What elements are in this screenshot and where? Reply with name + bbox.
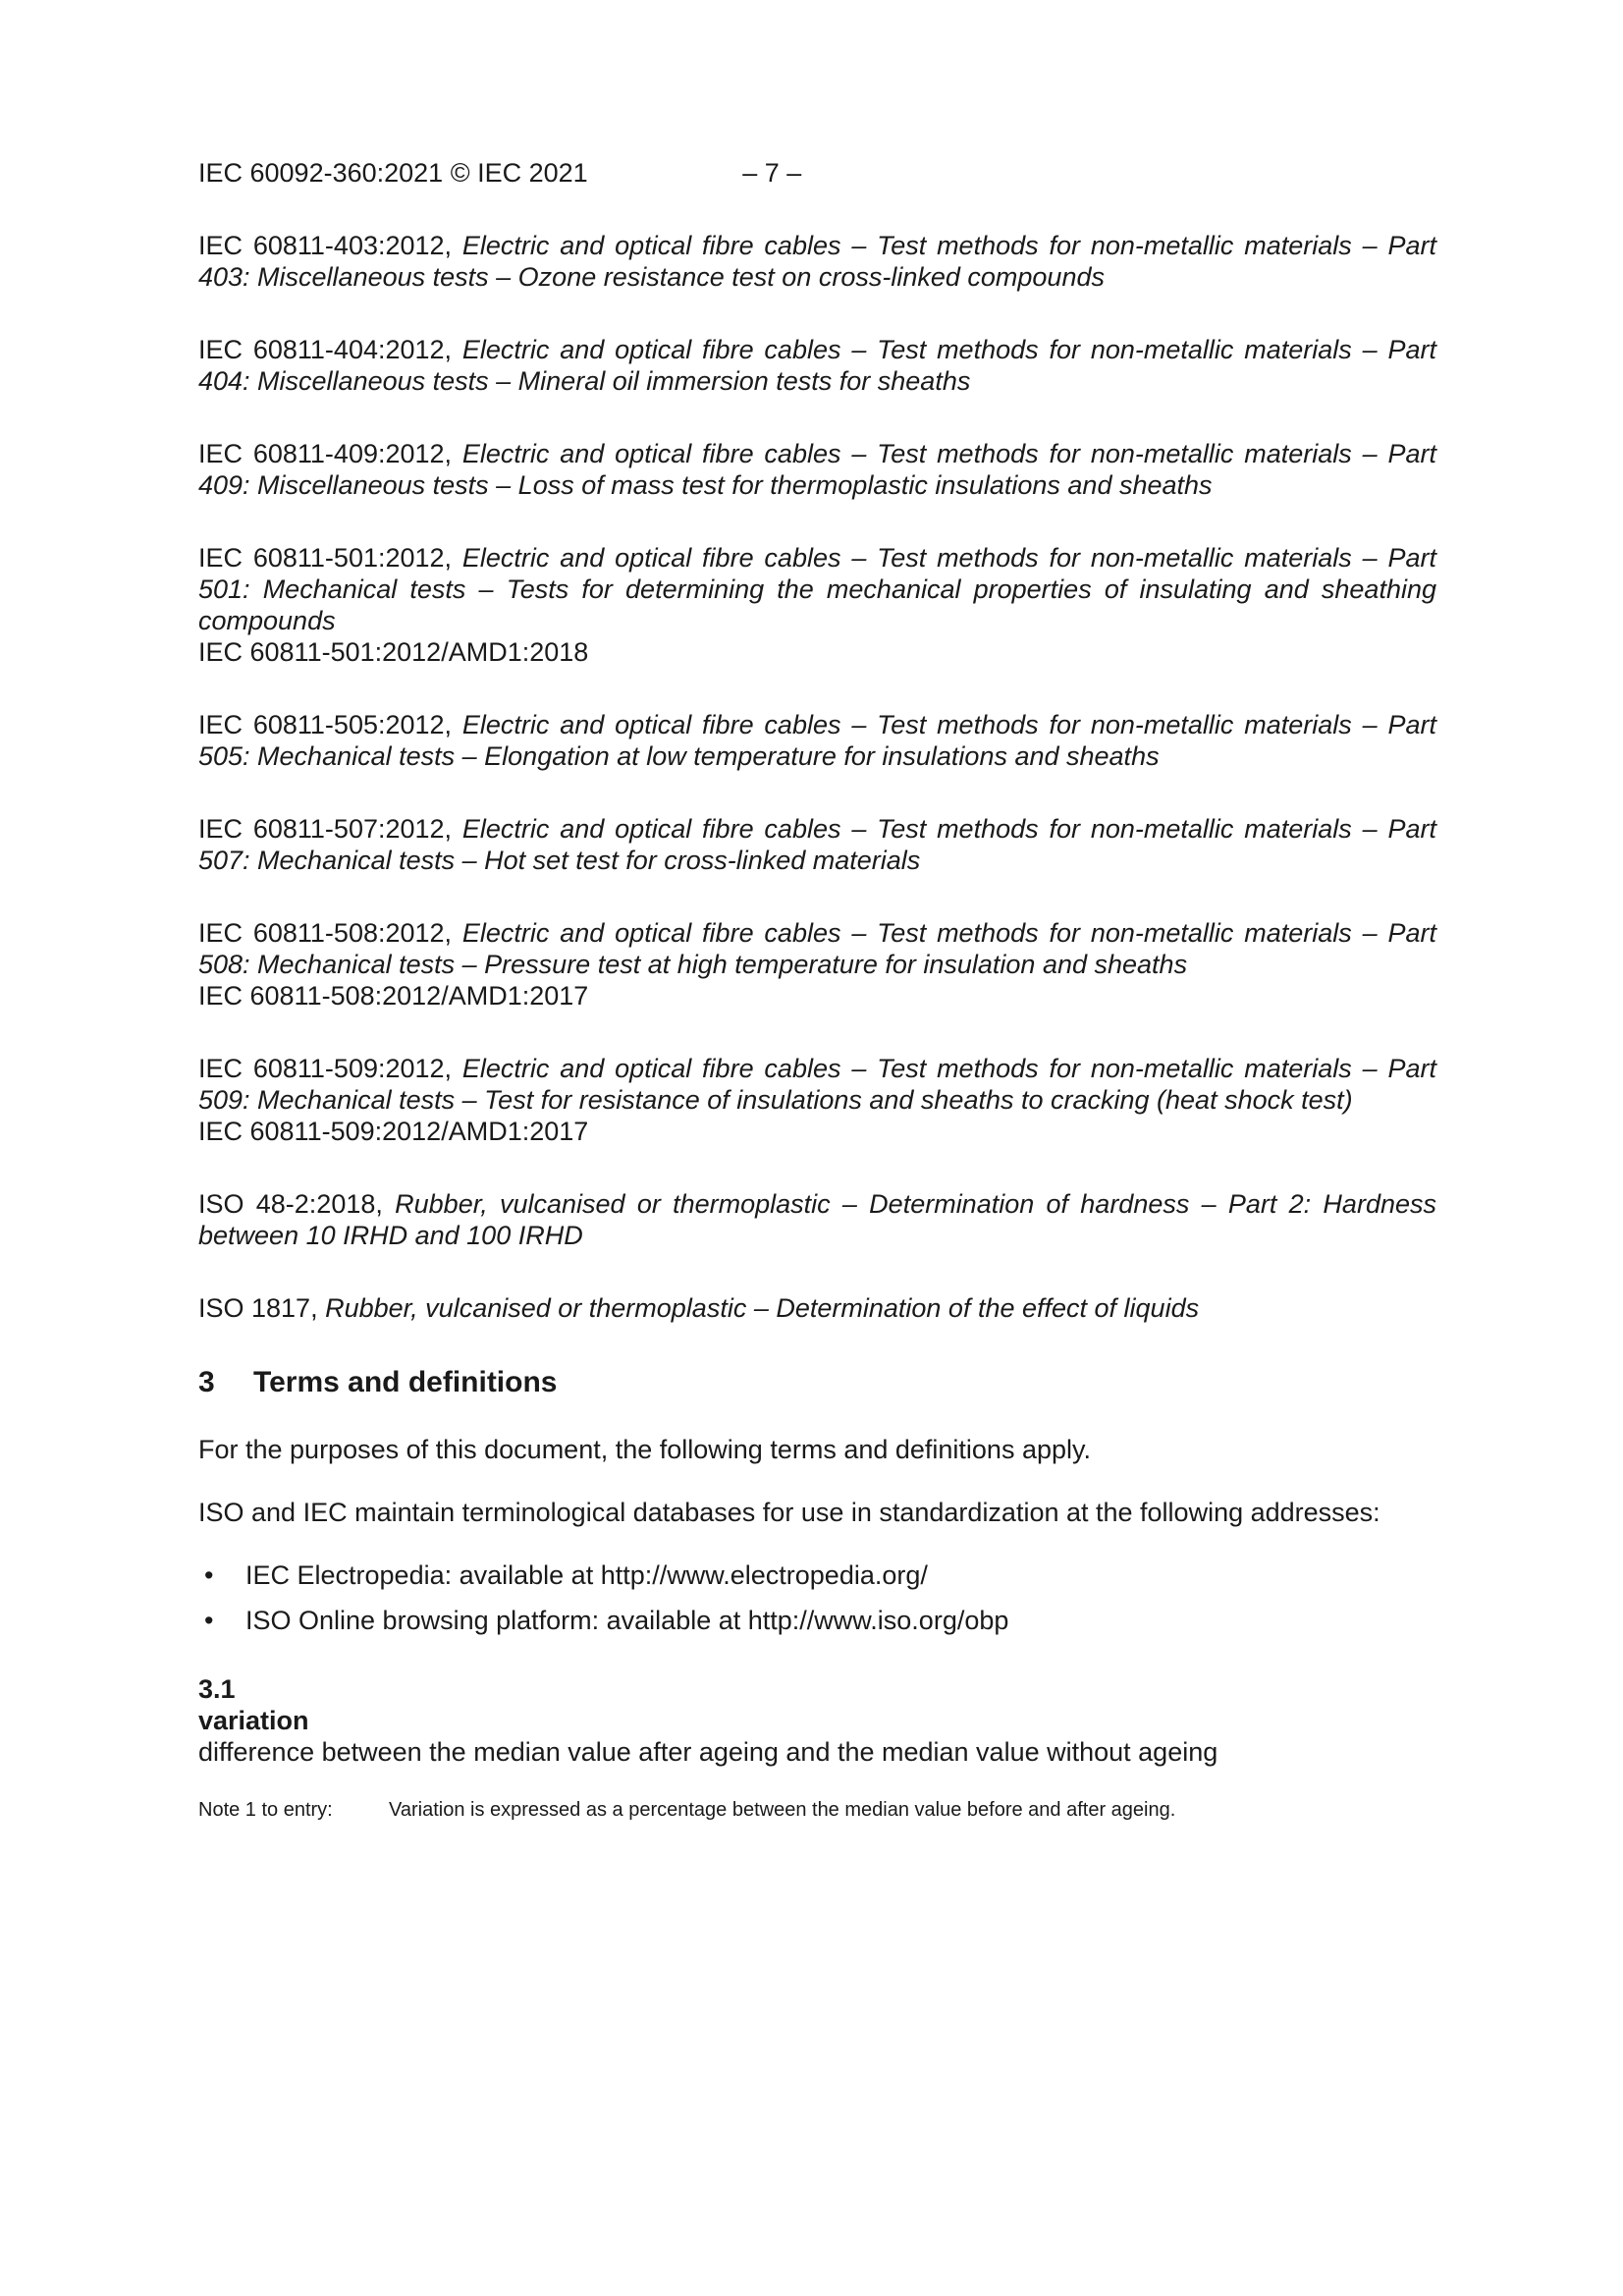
reference-title: Rubber, vulcanised or thermoplastic – Determination of the effect of liquids xyxy=(325,1293,1200,1323)
reference-id: IEC 60811-409:2012, xyxy=(198,439,453,468)
reference-id: IEC 60811-507:2012, xyxy=(198,814,453,844)
term-definition: difference between the median value after ageing and the median value without ageing xyxy=(198,1737,1218,1767)
section-intro: For the purposes of this document, the following terms and definitions apply. xyxy=(198,1435,1091,1464)
bullet-icon: • xyxy=(204,1560,214,1590)
note-label: Note 1 to entry: xyxy=(198,1799,333,1821)
reference-entry xyxy=(198,709,1436,772)
term-entry xyxy=(198,1673,1436,1823)
reference-title: Electric and optical fibre cables – Test methods for non-metallic materials – Part 404: Miscellaneous tests – Mineral oil immersion tests for sheaths xyxy=(198,335,1436,396)
reference-title: Electric and optical fibre cables – Test methods for non-metallic materials – Part 409: Miscellaneous tests – Loss of mass test for thermoplastic insulations and sheaths xyxy=(198,439,1436,500)
reference-entry xyxy=(198,1188,1436,1251)
reference-title: Electric and optical fibre cables – Test methods for non-metallic materials – Part 501: Mechanical tests – Tests for determining the mechanical properties of insulating and sheathing compounds xyxy=(198,543,1436,635)
reference-amendment: IEC 60811-501:2012/AMD1:2018 xyxy=(198,637,589,667)
reference-entry xyxy=(198,542,1436,668)
reference-entry xyxy=(198,230,1436,293)
reference-title: Rubber, vulcanised or thermoplastic – Determination of hardness – Part 2: Hardness between 10 IRHD and 100 IRHD xyxy=(198,1189,1436,1250)
reference-title: Electric and optical fibre cables – Test methods for non-metallic materials – Part 509: Mechanical tests – Test for resistance of insulations and sheaths to cracking (heat shock test) xyxy=(198,1054,1436,1115)
reference-entry xyxy=(198,1053,1436,1147)
term-note xyxy=(198,1797,1436,1823)
reference-title: Electric and optical fibre cables – Test methods for non-metallic materials – Part 508: Mechanical tests – Pressure test at high temperature for insulation and sheaths xyxy=(198,918,1436,979)
document-identifier: IEC 60092-360:2021 © IEC 2021 xyxy=(198,158,588,188)
reference-title: Electric and optical fibre cables – Test methods for non-metallic materials – Part 505: Mechanical tests – Elongation at low temperature for insulations and sheaths xyxy=(198,710,1436,771)
reference-id: ISO 1817, xyxy=(198,1293,318,1323)
reference-id: ISO 48-2:2018, xyxy=(198,1189,383,1219)
reference-id: IEC 60811-501:2012, xyxy=(198,543,453,573)
reference-entry xyxy=(198,917,1436,1011)
term-name: variation xyxy=(198,1706,309,1735)
reference-id: IEC 60811-404:2012, xyxy=(198,335,453,364)
list-item xyxy=(198,1605,1436,1636)
reference-amendment: IEC 60811-509:2012/AMD1:2017 xyxy=(198,1117,589,1146)
section-number: 3 xyxy=(198,1366,215,1398)
reference-id: IEC 60811-505:2012, xyxy=(198,710,453,739)
note-text: Variation is expressed as a percentage between the median value before and after ageing. xyxy=(389,1799,1176,1821)
reference-entry xyxy=(198,813,1436,876)
normative-references-list xyxy=(198,230,1436,1324)
database-list xyxy=(198,1559,1436,1636)
reference-title: Electric and optical fibre cables – Test methods for non-metallic materials – Part 507: Mechanical tests – Hot set test for cross-linked materials xyxy=(198,814,1436,875)
reference-amendment: IEC 60811-508:2012/AMD1:2017 xyxy=(198,981,589,1011)
list-item-text: IEC Electropedia: available at http://www.electropedia.org/ xyxy=(245,1560,928,1590)
list-item xyxy=(198,1559,1436,1591)
page-number: – 7 – xyxy=(742,158,802,188)
databases-paragraph: ISO and IEC maintain terminological databases for use in standardization at the following addresses: xyxy=(198,1498,1380,1527)
bullet-icon: • xyxy=(204,1606,214,1635)
list-item-text: ISO Online browsing platform: available at http://www.iso.org/obp xyxy=(245,1606,1009,1635)
reference-title: Electric and optical fibre cables – Test methods for non-metallic materials – Part 403: Miscellaneous tests – Ozone resistance test on cross-linked compounds xyxy=(198,231,1436,292)
reference-entry xyxy=(198,1292,1436,1324)
section-heading xyxy=(198,1365,1436,1400)
reference-entry xyxy=(198,438,1436,501)
reference-id: IEC 60811-509:2012, xyxy=(198,1054,453,1083)
reference-id: IEC 60811-403:2012, xyxy=(198,231,453,260)
reference-entry xyxy=(198,334,1436,397)
page-header xyxy=(198,157,1436,189)
reference-id: IEC 60811-508:2012, xyxy=(198,918,453,948)
section-title: Terms and definitions xyxy=(253,1366,558,1398)
term-number: 3.1 xyxy=(198,1674,236,1704)
